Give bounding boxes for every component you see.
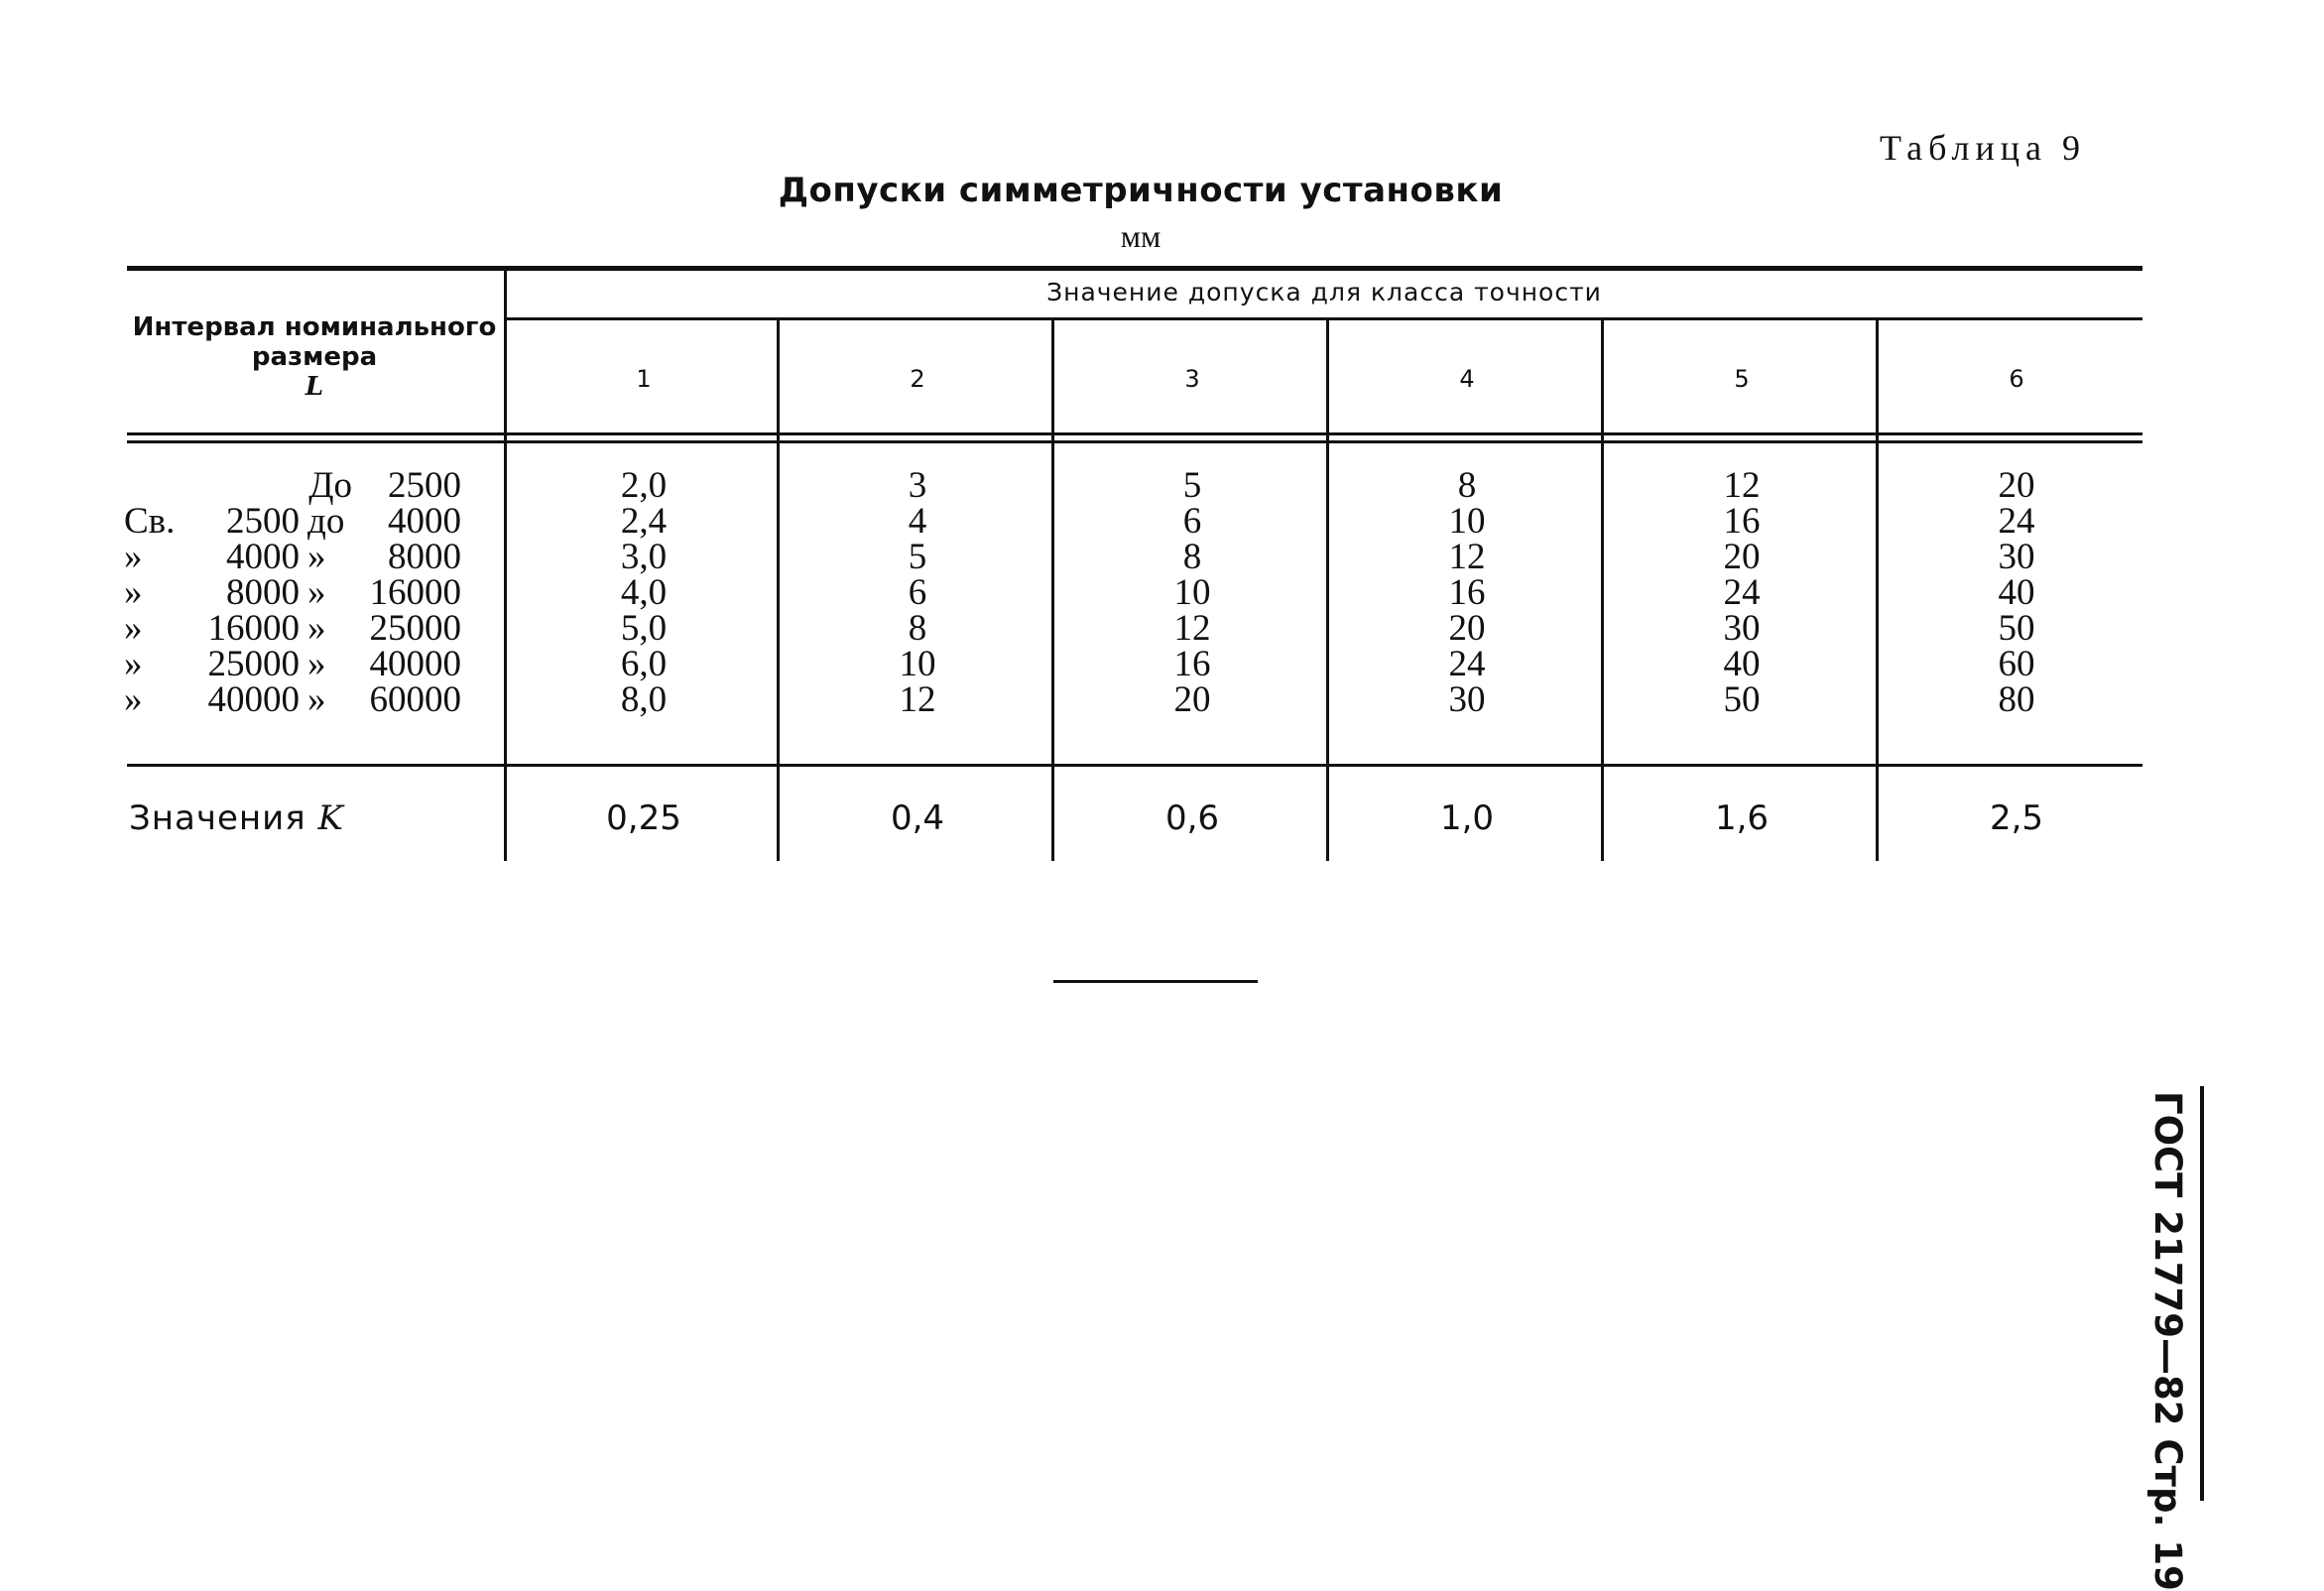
k-value-1: 0,25 <box>606 798 681 838</box>
table-cell: 10 <box>1448 501 1486 542</box>
table-cell: 50 <box>1998 608 2035 649</box>
values-class-3 <box>1058 465 1326 720</box>
col-divider-3 <box>1326 319 1329 861</box>
table-cell: 30 <box>1998 537 2035 577</box>
table-cell: 16 <box>1723 501 1761 542</box>
table-cell: 20 <box>1173 679 1211 720</box>
table-cell: 2,0 <box>620 465 668 506</box>
table-cell: 2,4 <box>620 501 668 542</box>
col-divider-0 <box>504 268 507 861</box>
table-cell: 12 <box>899 679 936 720</box>
k-row-rule <box>127 764 2142 767</box>
k-symbol: K <box>317 798 344 838</box>
table-cell: 24 <box>1448 644 1486 684</box>
table-cell: 40 <box>1998 572 2035 613</box>
table-cell: 20 <box>1998 465 2035 506</box>
class-header-2: 2 <box>910 365 925 393</box>
row-header-symbol: L <box>305 372 324 402</box>
table-number-label: Таблица 9 <box>1880 128 2086 168</box>
end-short-rule <box>1053 980 1258 983</box>
k-value-3: 0,6 <box>1164 798 1220 838</box>
table-cell: 3,0 <box>620 537 668 577</box>
class-header-6: 6 <box>2009 365 2024 393</box>
table-cell: 6 <box>908 572 927 613</box>
table-cell: 6 <box>1182 501 1202 542</box>
table-cell: 4 <box>908 501 927 542</box>
interval-row: » 8000 » 16000 <box>124 572 461 613</box>
k-row-label: Значения K <box>129 798 344 838</box>
table-cell: 10 <box>899 644 936 684</box>
table-cell: 5 <box>908 537 927 577</box>
interval-row: » 40000 » 60000 <box>124 679 461 720</box>
table-cell: 12 <box>1173 608 1211 649</box>
col-divider-2 <box>1051 319 1054 861</box>
table-cell: 16 <box>1173 644 1211 684</box>
stamp-rule <box>2200 1086 2204 1501</box>
table-cell: 40 <box>1723 644 1761 684</box>
col-divider-5 <box>1876 319 1879 861</box>
table-cell: 20 <box>1448 608 1486 649</box>
col-divider-4 <box>1601 319 1604 861</box>
table-cell: 80 <box>1998 679 2035 720</box>
table-cell: 5,0 <box>620 608 668 649</box>
header-bottom-rule-2 <box>127 440 2142 443</box>
values-class-1 <box>510 465 778 720</box>
interval-row: Св. 2500 до 4000 <box>124 501 461 542</box>
k-value-2: 0,4 <box>890 798 945 838</box>
table-cell: 6,0 <box>620 644 668 684</box>
table-cell: 60 <box>1998 644 2035 684</box>
top-rule <box>127 266 2142 271</box>
values-class-2 <box>784 465 1051 720</box>
tolerance-group-header: Значение допуска для класса точности <box>1046 278 1602 306</box>
header-bottom-rule-1 <box>127 432 2142 435</box>
k-value-4: 1,0 <box>1439 798 1495 838</box>
row-header-line1: Интервал номинального <box>132 312 497 342</box>
page-stamp: ГОСТ 21779—82 Стр. 19 <box>2146 1091 2189 1591</box>
table-cell: 16 <box>1448 572 1486 613</box>
table-cell: 50 <box>1723 679 1761 720</box>
table-cell: 4,0 <box>620 572 668 613</box>
row-header-line2: размера <box>251 342 378 372</box>
table-cell: 10 <box>1173 572 1211 613</box>
class-header-5: 5 <box>1734 365 1750 393</box>
table-cell: 20 <box>1723 537 1761 577</box>
table-cell: 12 <box>1448 537 1486 577</box>
class-header-3: 3 <box>1184 365 1200 393</box>
table-cell: 24 <box>1998 501 2035 542</box>
table-cell: 12 <box>1723 465 1761 506</box>
k-value-6: 2,5 <box>1989 798 2044 838</box>
group-head-rule <box>506 317 2142 320</box>
table-cell: 3 <box>908 465 927 506</box>
table-cell: 8,0 <box>620 679 668 720</box>
table-cell: 8 <box>1457 465 1477 506</box>
interval-row: » 25000 » 40000 <box>124 644 461 684</box>
table-cell: 8 <box>1182 537 1202 577</box>
values-class-6 <box>1883 465 2150 720</box>
table-cell: 8 <box>908 608 927 649</box>
table-cell: 5 <box>1182 465 1202 506</box>
class-header-1: 1 <box>636 365 652 393</box>
values-class-4 <box>1333 465 1601 720</box>
interval-row: До 2500 <box>308 465 461 506</box>
interval-row: » 16000 » 25000 <box>124 608 461 649</box>
interval-column <box>124 465 461 720</box>
row-header <box>131 312 498 402</box>
k-value-5: 1,6 <box>1714 798 1770 838</box>
class-header-4: 4 <box>1459 365 1475 393</box>
interval-row: » 4000 » 8000 <box>124 537 461 577</box>
table-cell: 30 <box>1723 608 1761 649</box>
units-label: мм <box>1120 218 1162 254</box>
table-title: Допуски симметричности установки <box>778 171 1504 210</box>
table-cell: 30 <box>1448 679 1486 720</box>
table-cell: 24 <box>1723 572 1761 613</box>
values-class-5 <box>1608 465 1876 720</box>
